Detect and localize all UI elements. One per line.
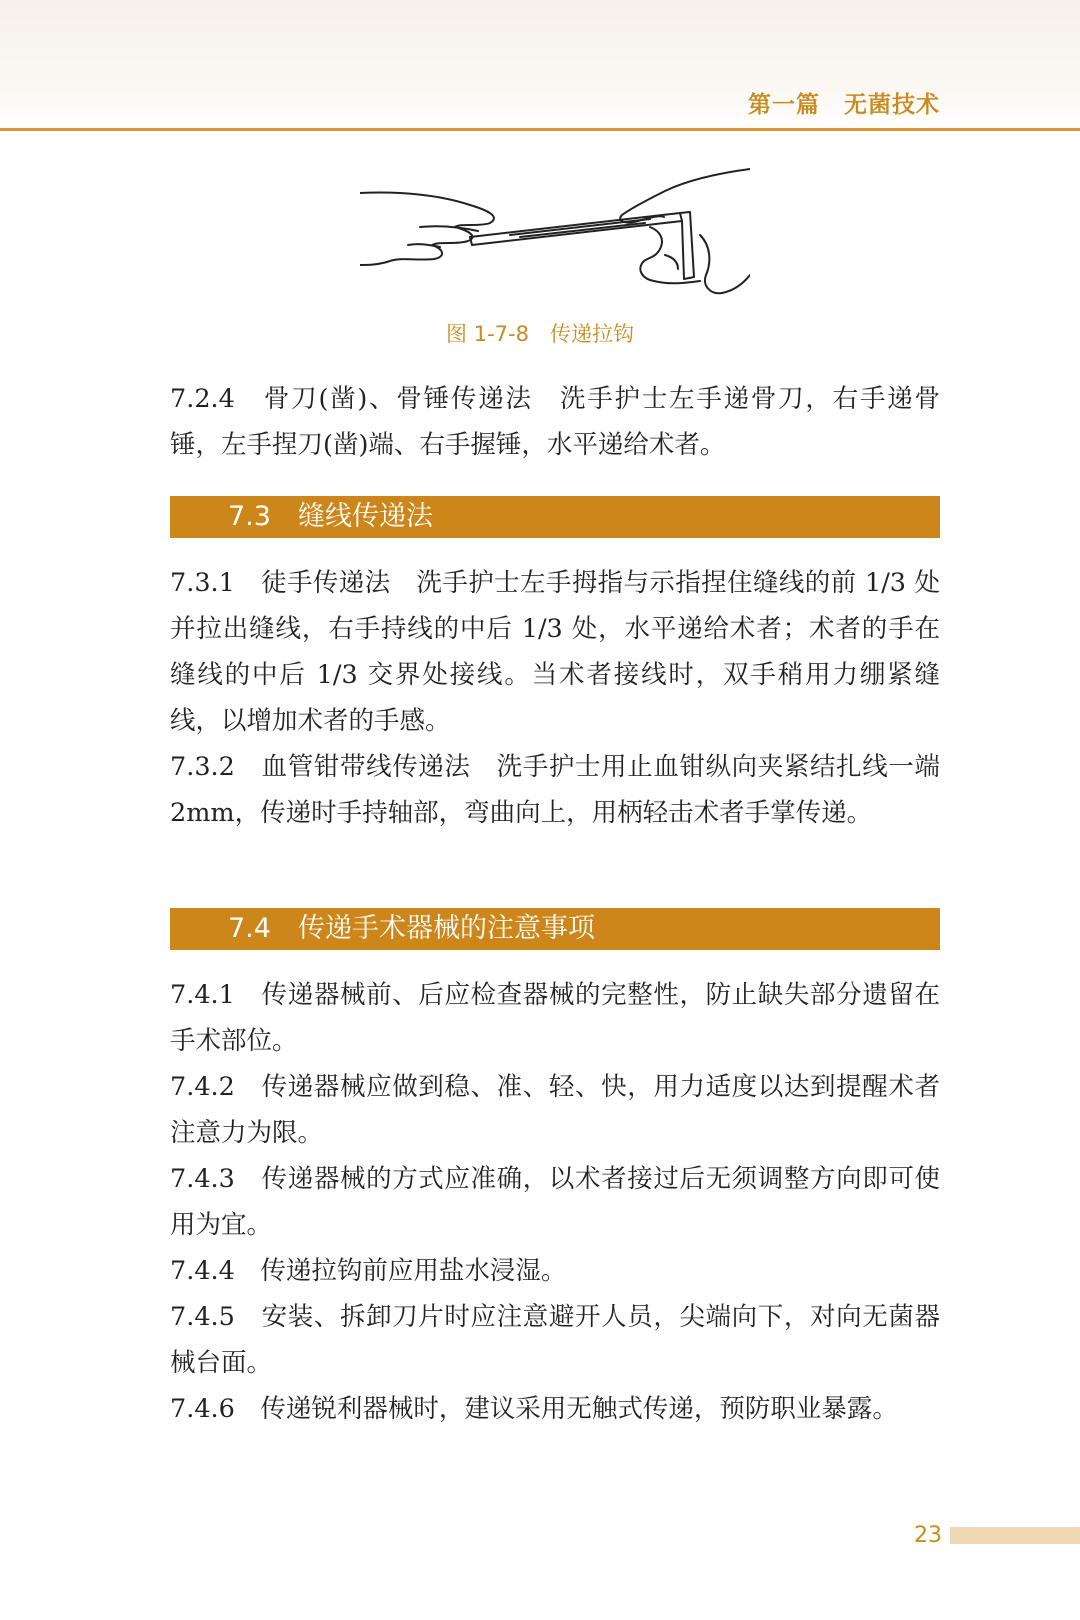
paragraph-7-4-1: 7.4.1 传递器械前、后应检查器械的完整性，防止缺失部分遗留在手术部位。	[170, 980, 940, 1056]
paragraph-7-4-2: 7.4.2 传递器械应做到稳、准、轻、快，用力适度以达到提醒术者注意力为限。	[170, 1072, 940, 1148]
page-number-tab	[950, 1527, 1080, 1544]
section-heading-7-4: 7.4 传递手术器械的注意事项	[170, 908, 940, 950]
retractor-illustration	[360, 165, 750, 305]
paragraph-7-3-2: 7.3.2 血管钳带线传递法 洗手护士用止血钳纵向夹紧结扎线一端 2mm，传递时手持轴部，弯曲向上，用柄轻击术者手掌传递。	[170, 752, 940, 828]
paragraph-7-4-6: 7.4.6 传递锐利器械时，建议采用无触式传递，预防职业暴露。	[170, 1394, 898, 1424]
paragraph-7-3-1: 7.3.1 徒手传递法 洗手护士左手拇指与示指捏住缝线的前 1/3 处并拉出缝线，右手持线的中后 1/3 处，水平递给术者；术者的手在缝线的中后 1/3 交界处接线。当术者接线时，双手稍用力绷紧缝线，以增加术者的手感。	[170, 568, 940, 736]
figure-retractor-pass	[360, 165, 750, 305]
page-number: 23	[914, 1523, 942, 1548]
running-head: 第一篇 无菌技术	[748, 91, 940, 118]
section-heading-7-3: 7.3 缝线传递法	[170, 496, 940, 538]
paragraph-7-4-5: 7.4.5 安装、拆卸刀片时应注意避开人员，尖端向下，对向无菌器械台面。	[170, 1302, 940, 1378]
header-rule	[0, 128, 1080, 131]
paragraph-7-4-3: 7.4.3 传递器械的方式应准确，以术者接过后无须调整方向即可使用为宜。	[170, 1164, 940, 1240]
paragraph-7-2-4: 7.2.4 骨刀(凿)、骨锤传递法 洗手护士左手递骨刀，右手递骨锤，左手捏刀(凿)端、右手握锤，水平递给术者。	[170, 384, 940, 460]
figure-caption: 图 1-7-8 传递拉钩	[446, 322, 634, 346]
paragraph-7-4-4: 7.4.4 传递拉钩前应用盐水浸湿。	[170, 1256, 567, 1286]
